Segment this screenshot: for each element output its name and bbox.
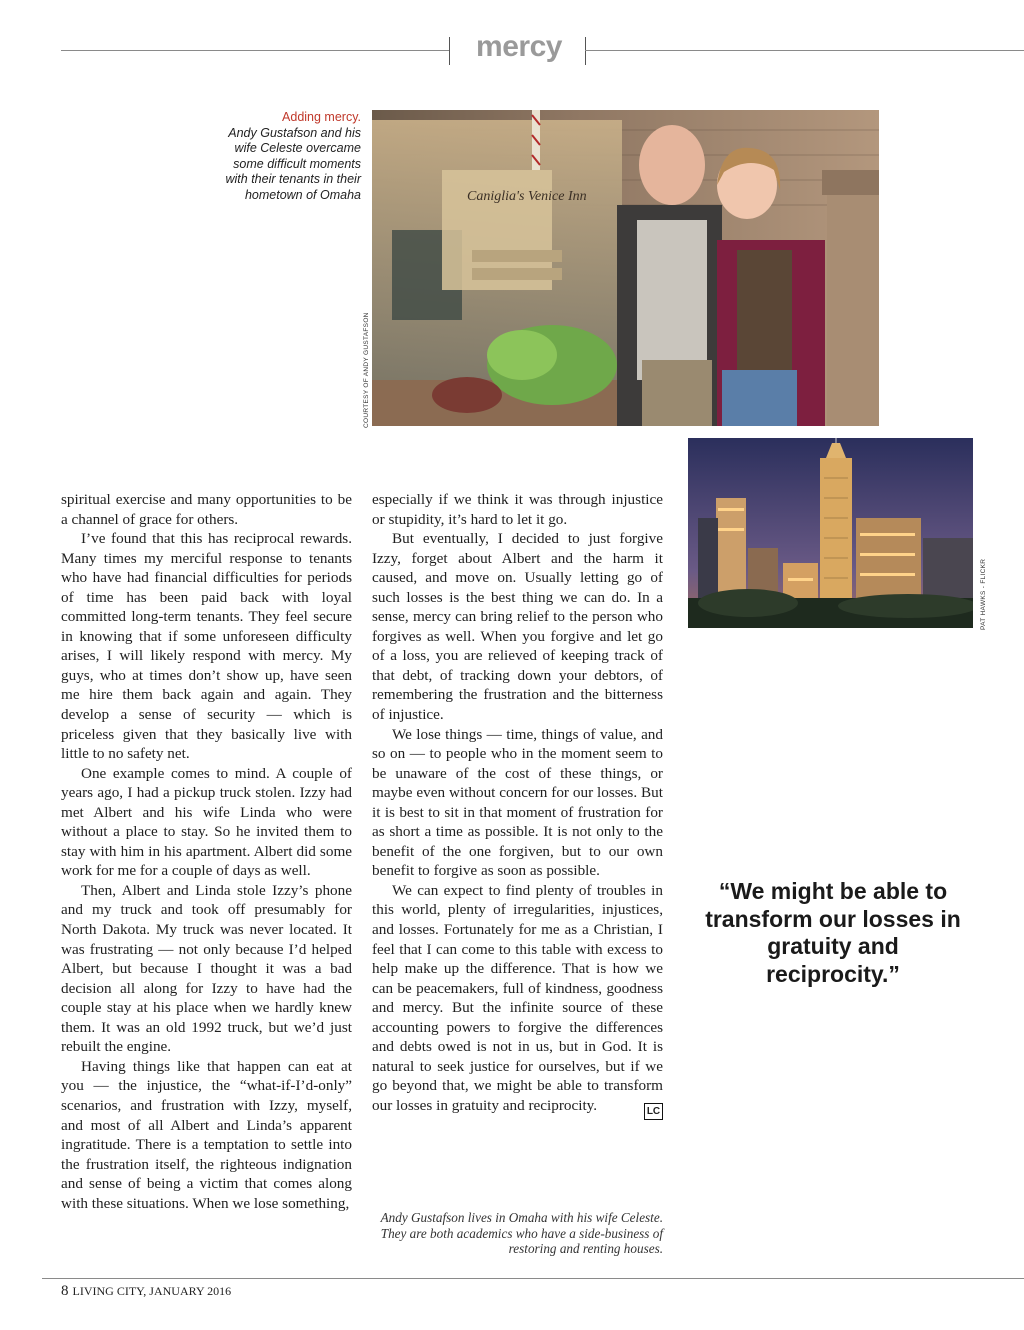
pull-quote: “We might be able to transform our losses in gratuity and reciprocity.” (705, 878, 961, 987)
photo-caption (210, 110, 361, 204)
col2-para-3: We lose things — time, things of value, and so on — to people who in the moment seem to be unaware of the cost of these things, or maybe even without concern for our losses. But it is best to sit in that moment of frustration for as short a time as possible. It is not only to the benefit of the one forgiven, but to our own benefit to forgive as soon as possible. (372, 725, 663, 880)
skyline-photo (688, 438, 973, 628)
col1-para-3: One example comes to mind. A couple of years ago, I had a pickup truck stolen. Izzy had met Albert and his wife Linda who were without a place to stay. So he invited them to stay with him in his apartment. Albert did some work for me for a couple of days as well. (61, 764, 352, 880)
col2-para-2: But eventually, I decided to just forgive Izzy, forget about Albert and the harm it caused, and move on. Usually letting go of such losses is the best thing we can do. In a sense, mercy can bring relief to the person who forgives as well. When you forgive and let go of a loss, you are relieved of keeping track of that debt, of tracking down your debtors, of remembering the frustration and the bitterness of injustice. (372, 530, 663, 724)
end-mark-icon: LC (644, 1103, 663, 1120)
page-number: 8 (61, 1283, 69, 1299)
header-rule-right (585, 50, 1024, 51)
author-bio: Andy Gustafson lives in Omaha with his wife Celeste. They are both academics who have a side-business of restoring and renting houses. (380, 1210, 663, 1256)
caption-title: Adding mercy. (282, 110, 361, 124)
mural-sign-text: Caniglia's Venice Inn (467, 189, 587, 204)
publication-line: LIVING CITY, JANUARY 2016 (72, 1284, 232, 1298)
section-title: mercy (476, 30, 562, 63)
body-column-1 (61, 490, 352, 1213)
col2-para-4-text: We can expect to find plenty of troubles in this world, plenty of irregularities, injustices, and losses. Fortunately for me as a Christian, I feel that I can come to this table with excess to help make up the difference. That is how we can be peacemakers, full of kindness, goodness and mercy. But the infinite source of these accounting powers to forgive the differences and debts owed is not in us, but in God. It is natural to seek justice for ourselves, but if we go beyond that, we might be able to transform our losses in gratuity and reciprocity. (372, 881, 663, 1114)
header-tick-right (585, 37, 586, 65)
body-column-2 (372, 490, 663, 1120)
col1-para-1: spiritual exercise and many opportunities to be a channel of grace for others. (61, 491, 352, 528)
header-rule-left (61, 50, 449, 51)
couple-photo (372, 110, 879, 426)
col2-para-4 (372, 881, 663, 1116)
col2-para-1: especially if we think it was through injustice or stupidity, it’s hard to let it go. (372, 491, 663, 528)
header-tick-left (449, 37, 450, 65)
col1-para-4: Then, Albert and Linda stole Izzy’s phone and my truck and took off presumably for North Dakota. My truck was never located. It was frustrating — not only because I’d helped Albert, but because I thought it was a bad decision all along for Izzy to have had the couple stay at his place when we hardly knew them. It was an old 1992 truck, but we’d just rebuilt the engine. (61, 881, 352, 1056)
footer-rule (42, 1278, 1024, 1279)
photo2-credit: PAT HAWKS - FLICKR (980, 558, 987, 630)
caption-body: Andy Gustafson and his wife Celeste overcame some difficult moments with their tenants in their hometown of Omaha (225, 125, 361, 202)
photo1-credit: COURTESY OF ANDY GUSTAFSON (363, 312, 370, 428)
page-folio (61, 1283, 231, 1300)
col1-para-2: I’ve found that this has reciprocal rewards. Many times my merciful response to tenants who have had financial difficulties for periods of time has been paid back with loyal committed long-term tenants. They feel secure in knowing that if some unforeseen difficulty arises, I will likely respond with mercy. My guys, who at times don’t show up, have seen me hire them back again and again. They develop a sense of security — which is priceless given that they basically live with little to no safety net. (61, 530, 352, 763)
col1-para-5: Having things like that happen can eat at you — the injustice, the “what-if-I’d-only” scenarios, and frustration with Izzy, myself, and most of all Albert and Linda’s apparent ingratitude. There is a temptation to settle into the frustration itself, the righteous indignation and sense of being a victim that comes along with these situations. When we lose something, (61, 1057, 352, 1212)
